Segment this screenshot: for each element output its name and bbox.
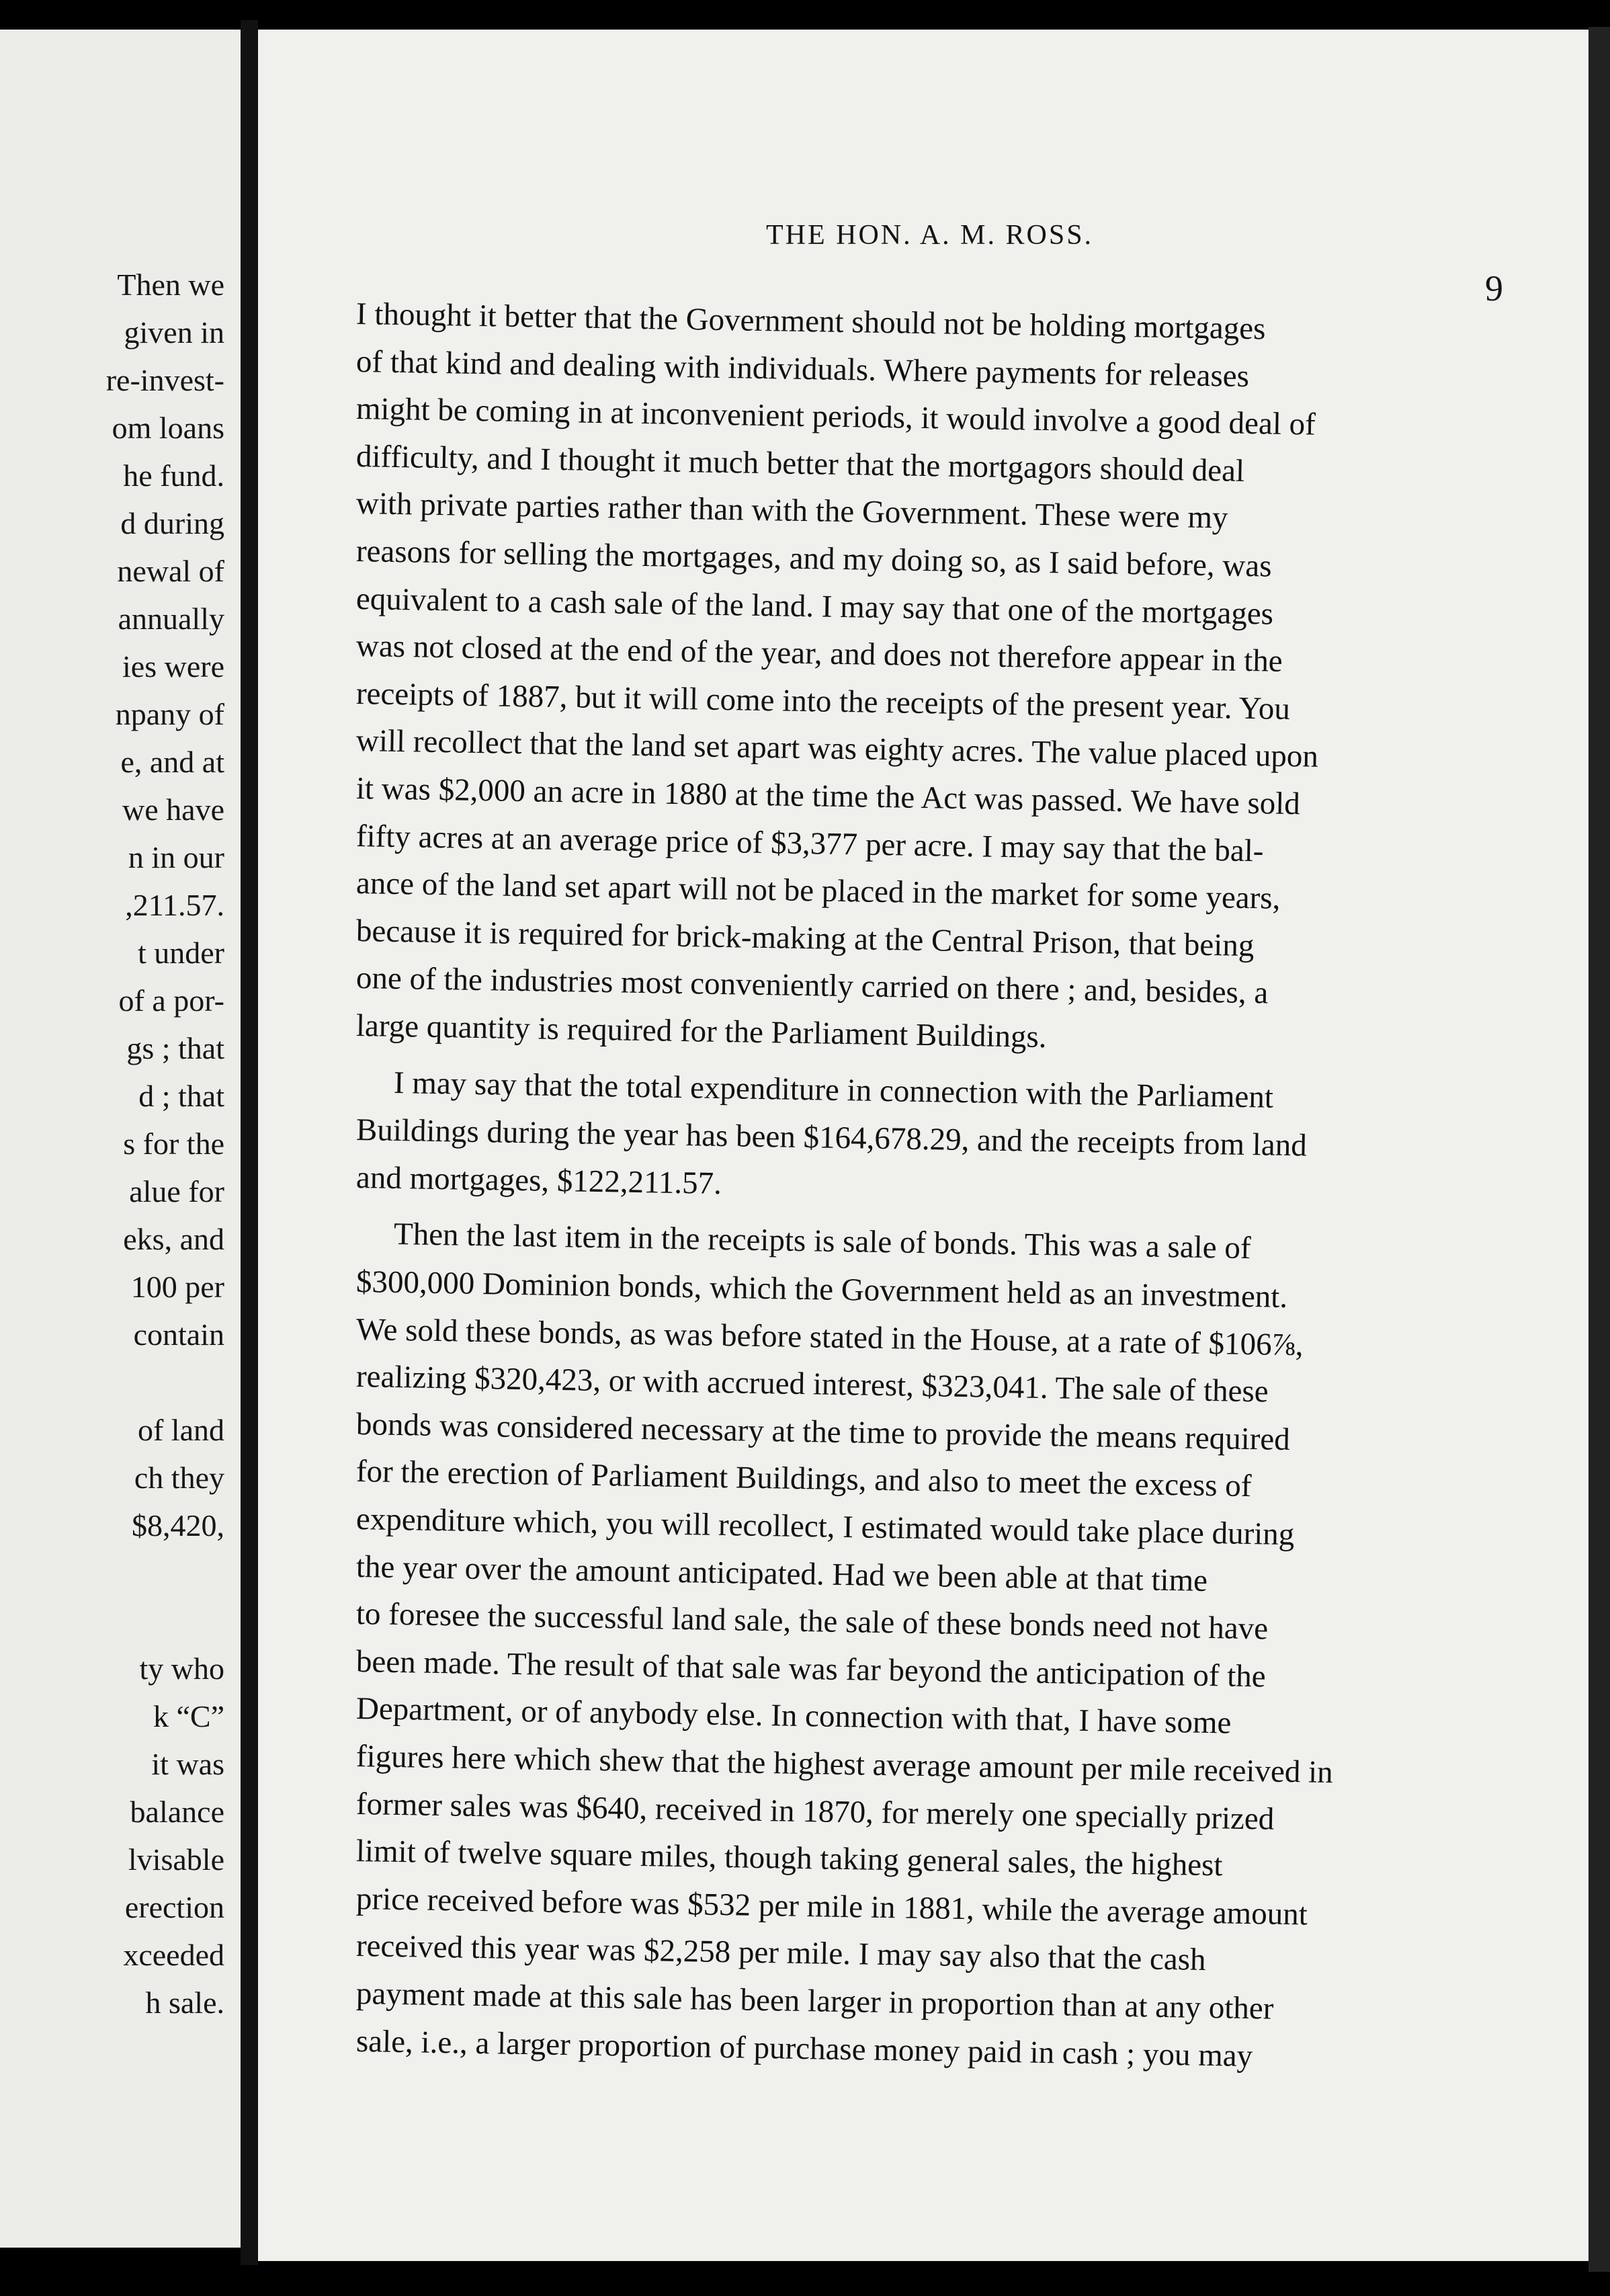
body-line: I may say that the total expenditure in connection with the Parliament (393, 1065, 1274, 1115)
left-page-line: e, and at (120, 745, 224, 779)
body-line: I thought it better that the Government should not be holding mortgages (355, 296, 1266, 347)
body-line: limit of twelve square miles, though taking general sales, the highest (355, 1834, 1223, 1883)
body-line: $300,000 Dominion bonds, which the Government held as an investment. (355, 1264, 1288, 1315)
page-edge (1588, 27, 1610, 2272)
body-line: was not closed at the end of the year, and does not therefore appear in the (355, 628, 1283, 680)
left-page-line: erection (124, 1890, 224, 1924)
left-page-line: n in our (128, 840, 224, 874)
left-page-line: he fund. (123, 458, 224, 493)
left-page-line: lvisable (128, 1842, 224, 1877)
book-gutter (241, 20, 258, 2265)
left-page-line: newal of (117, 554, 224, 588)
body-line: Then the last item in the receipts is sale of bonds. This was a sale of (393, 1217, 1251, 1266)
body-line: sale, i.e., a larger proportion of purchase money paid in cash ; you may (355, 2023, 1253, 2074)
left-page-fragment (0, 30, 241, 2248)
left-page-line: ch they (134, 1461, 224, 1495)
body-line: ance of the land set apart will not be placed in the market for some years, (355, 866, 1281, 916)
left-page-line: npany of (115, 697, 224, 731)
body-line: one of the industries most conveniently carried on there ; and, besides, a (355, 960, 1269, 1011)
left-page-line: we have (122, 792, 224, 827)
body-line: fifty acres at an average price of $3,377 per acre. I may say that the bal- (355, 818, 1264, 868)
body-line: price received before was $532 per mile in 1881, while the average amount (355, 1881, 1308, 1932)
body-line: because it is required for brick-making at the Central Prison, that being (355, 913, 1255, 963)
body-line: received this year was $2,258 per mile. I may say also that the cash (355, 1928, 1206, 1978)
page-number: 9 (1485, 268, 1503, 309)
body-line: receipts of 1887, but it will come into the receipts of the present year. You (355, 675, 1291, 727)
body-line: might be coming in at inconvenient periods, it would involve a good deal of (355, 391, 1316, 442)
body-line: the year over the amount anticipated. Had we been able at that time (355, 1549, 1208, 1598)
body-line: Buildings during the year has been $164,678.29, and the receipts from land (355, 1112, 1308, 1163)
left-page-line: d during (120, 506, 224, 540)
body-line: We sold these bonds, as was before stated in the House, at a rate of $106⅞, (355, 1311, 1304, 1362)
left-page-line: of a por- (118, 983, 224, 1018)
body-line: realizing $320,423, or with accrued interest, $323,041. The sale of these (355, 1359, 1269, 1409)
body-line: for the erection of Parliament Buildings, and also to meet the excess of (355, 1454, 1252, 1504)
left-page-line: alue for (129, 1174, 224, 1208)
body-line: payment made at this sale has been larger in proportion than at any other (355, 1976, 1274, 2026)
body-line: will recollect that the land set apart was eighty acres. The value placed upon (355, 723, 1319, 775)
body-line: and mortgages, $122,211.57. (355, 1159, 722, 1201)
body-line: equivalent to a cash sale of the land. I may say that one of the mortgages (355, 581, 1274, 632)
left-page-line: h sale. (145, 1985, 224, 2020)
left-page-line: xceeded (123, 1938, 224, 1972)
body-line: of that kind and dealing with individuals. Where payments for releases (355, 343, 1250, 394)
left-page-line: ty who (139, 1651, 224, 1686)
left-page-line: s for the (123, 1126, 224, 1161)
left-page-line: contain (133, 1317, 224, 1352)
body-line: expenditure which, you will recollect, I estimated would take place during (355, 1502, 1295, 1553)
left-page-line: t under (137, 936, 224, 970)
left-page-line: $8,420, (132, 1508, 224, 1543)
left-page-line: ,211.57. (125, 888, 224, 922)
body-line: large quantity is required for the Parliament Buildings. (355, 1008, 1047, 1055)
body-line: bonds was considered necessary at the time to provide the means required (355, 1406, 1291, 1457)
body-line: Department, or of anybody else. In connection with that, I have some (355, 1691, 1232, 1741)
left-page-line: of land (137, 1413, 224, 1447)
left-page-line: re-invest- (105, 363, 224, 397)
left-page-line: annually (118, 602, 224, 636)
left-page-line: it was (151, 1747, 224, 1781)
running-head: THE HON. A. M. ROSS. (766, 220, 1094, 251)
body-line: been made. The result of that sale was far beyond the anticipation of the (355, 1643, 1267, 1694)
left-page-line: gs ; that (126, 1031, 224, 1065)
left-page-line: eks, and (123, 1222, 224, 1256)
left-page-line: d ; that (138, 1079, 224, 1113)
body-line: it was $2,000 an acre in 1880 at the time the Act was passed. We have sold (355, 771, 1301, 822)
body-line: to foresee the successful land sale, the sale of these bonds need not have (355, 1596, 1269, 1647)
left-page-line: Then we (117, 268, 224, 302)
body-line: reasons for selling the mortgages, and my doing so, as I said before, was (355, 534, 1272, 584)
left-page-line: ies were (122, 649, 224, 684)
body-line: difficulty, and I thought it much better that the mortgagors should deal (355, 438, 1245, 489)
left-page-line: 100 per (130, 1270, 224, 1304)
left-page-line: given in (124, 315, 224, 350)
left-page-line: om loans (112, 411, 224, 445)
left-page-line: k “C” (153, 1699, 224, 1733)
left-page-line: balance (130, 1795, 224, 1829)
body-line: figures here which shew that the highest average amount per mile received in (355, 1739, 1334, 1791)
body-line: former sales was $640, received in 1870, for merely one specially prized (355, 1786, 1275, 1837)
body-line: with private parties rather than with the Government. These were my (355, 486, 1228, 536)
